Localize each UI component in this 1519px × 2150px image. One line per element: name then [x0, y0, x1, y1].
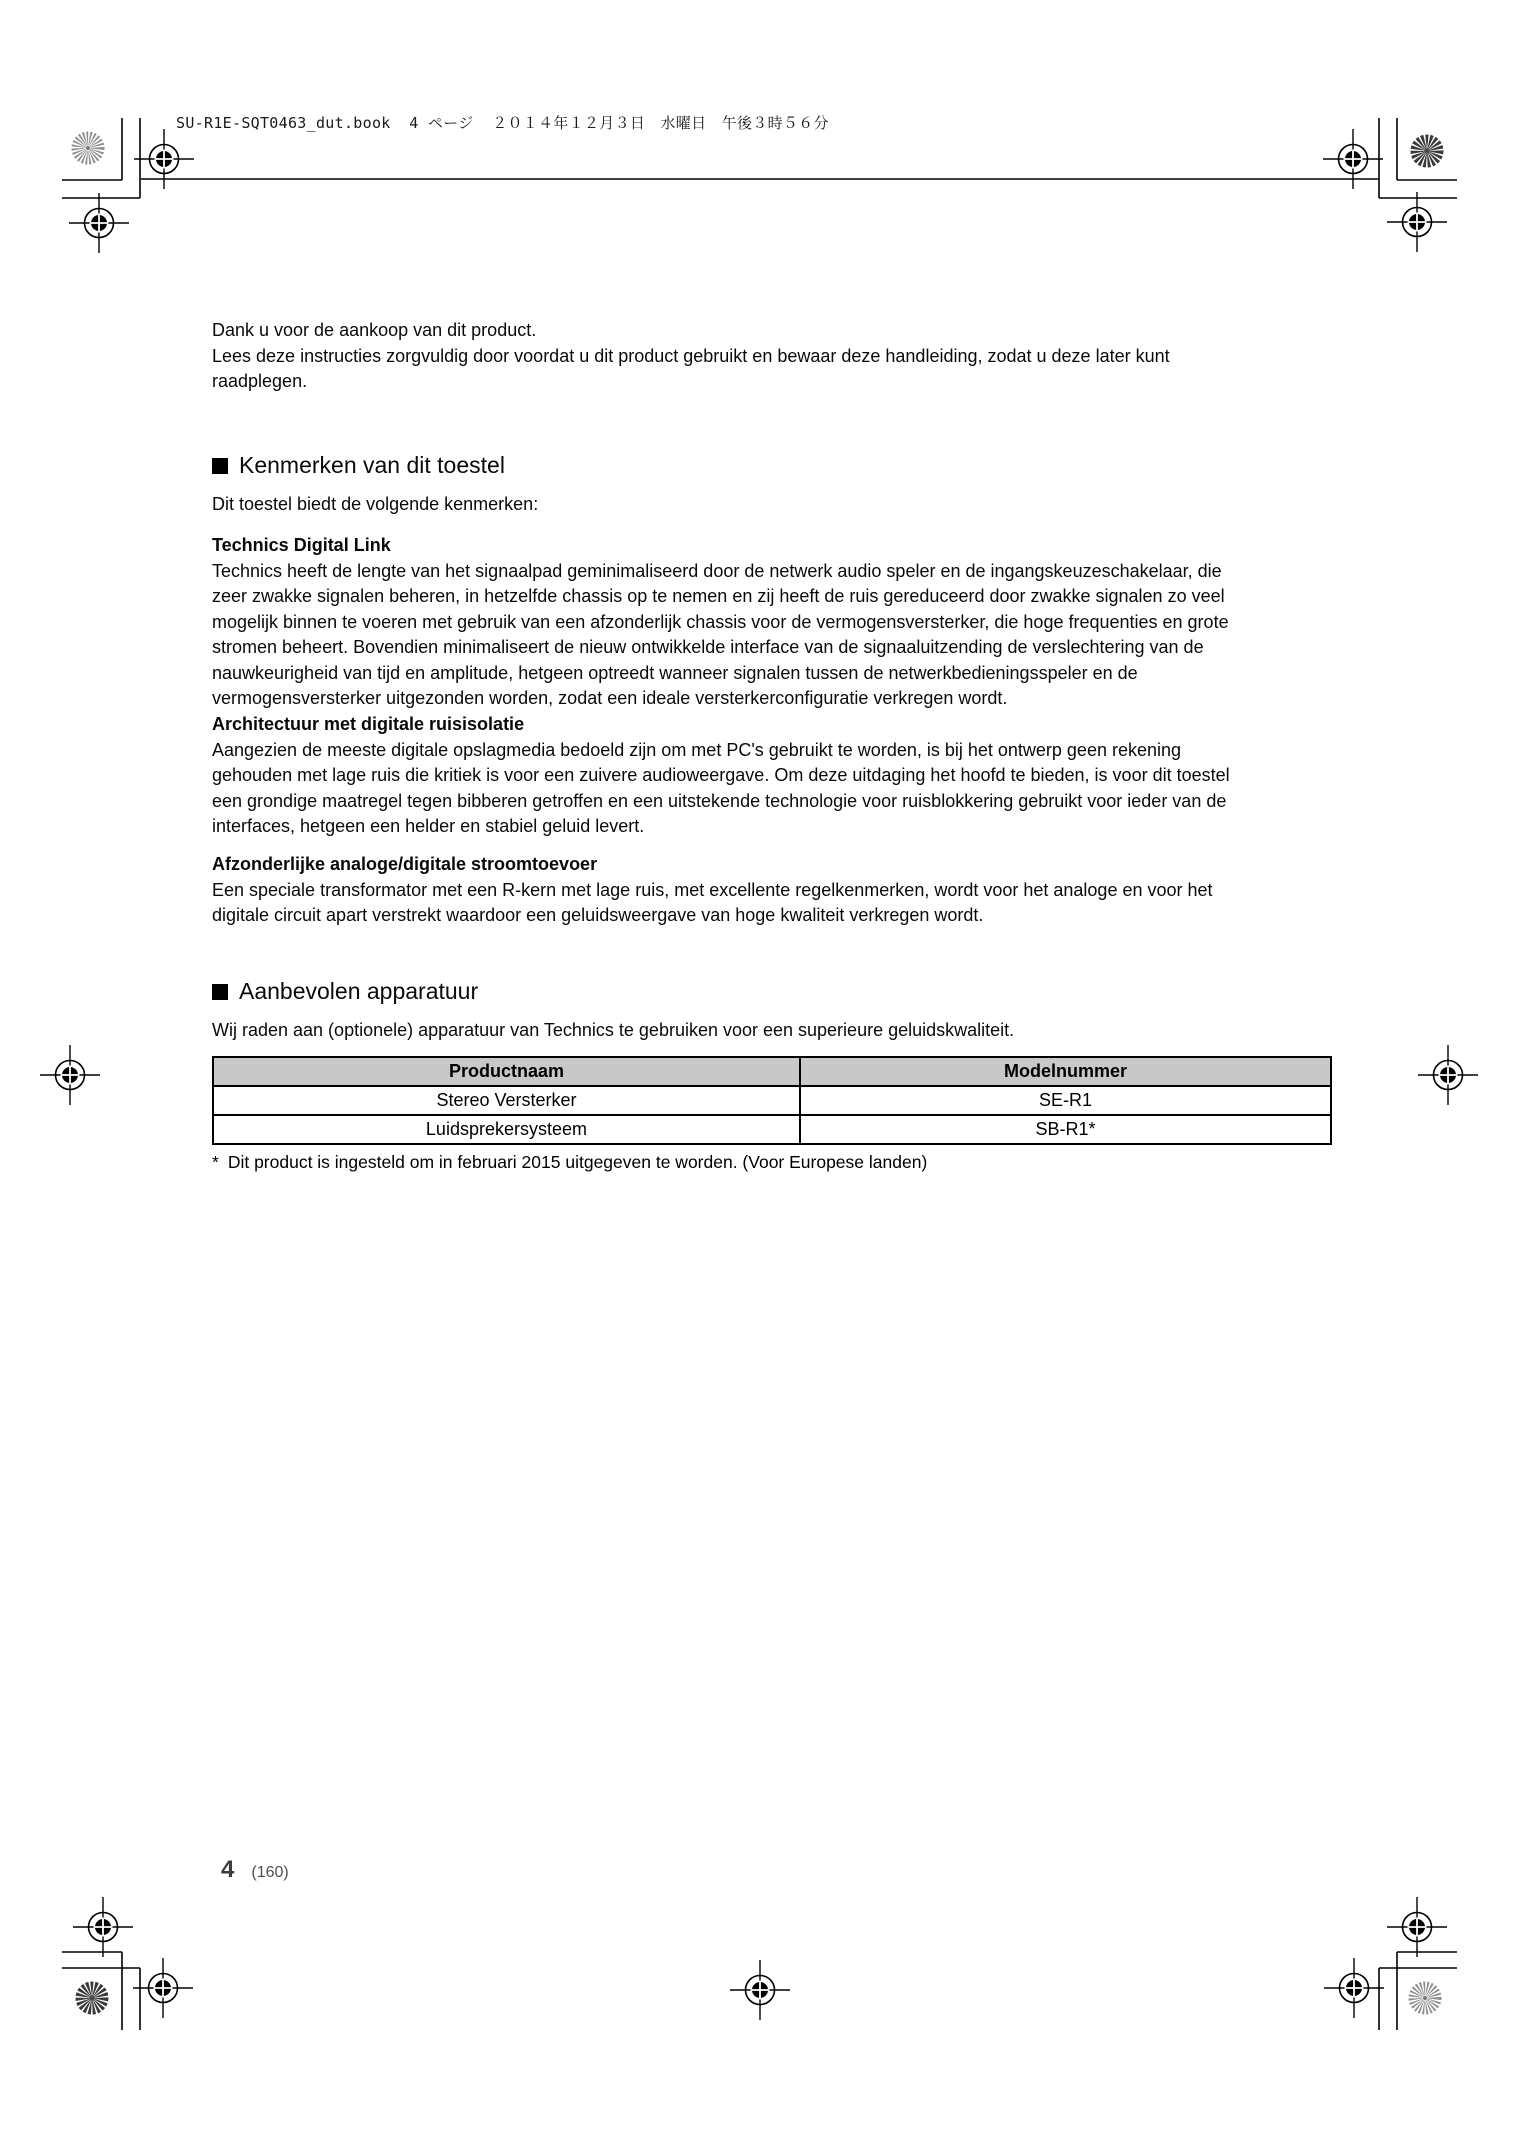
registration-mark-icon	[1323, 129, 1383, 189]
registration-mark-icon	[40, 1045, 100, 1105]
section-title: Kenmerken van dit toestel	[239, 452, 505, 478]
paragraph-line: digitale circuit apart verstrekt waardoor een geluidsweergave van hoge kwaliteit verkregen wordt.	[212, 905, 984, 925]
features-intro	[212, 492, 1332, 518]
intro-paragraph	[212, 318, 1332, 395]
recommended-intro	[212, 1018, 1332, 1044]
recommended-equipment-table	[212, 1056, 1332, 1145]
registration-mark-icon	[134, 129, 194, 189]
registration-mark-icon	[1324, 1958, 1384, 2018]
cell-model-number: SE-R1	[800, 1086, 1331, 1115]
paragraph-line: een grondige maatregel tegen bibberen getroffen en een uitstekende technologie voor ruisblokkering gebruikt voor ieder van de	[212, 790, 1227, 811]
page-total: (160)	[251, 1864, 289, 1881]
page-number: 4	[221, 1856, 235, 1883]
registration-mark-icon	[1387, 192, 1447, 252]
feature-digital-noise-isolation	[212, 712, 1332, 840]
paragraph-line: Wij raden aan (optionele) apparatuur van Technics te gebruiken voor een superieure geluidskwaliteit.	[212, 1020, 1015, 1040]
registration-mark-icon	[1387, 1897, 1447, 1957]
paragraph-line: Technics heeft de lengte van het signaalpad geminimaliseerd door de netwerk audio speler en de ingangskeuzeschakelaar, die	[212, 560, 1222, 581]
registration-mark-icon	[69, 193, 129, 253]
paragraph-line: Lees deze instructies zorgvuldig door voordat u dit product gebruikt en bewaar deze handleiding, zodat u deze later kunt	[212, 345, 1170, 366]
starburst-mark-icon	[1416, 1989, 1435, 2008]
table-row	[213, 1086, 1331, 1115]
column-header-model: Modelnummer	[800, 1057, 1331, 1086]
section-heading-features	[212, 452, 1332, 479]
registration-mark-icon	[73, 1897, 133, 1957]
cell-product-name: Luidsprekersysteem	[213, 1115, 800, 1144]
table-row	[213, 1115, 1331, 1144]
feature-technics-digital-link	[212, 533, 1332, 712]
trim-mark-bottom-right	[1379, 1952, 1457, 2030]
feature-heading: Architectuur met digitale ruisisolatie	[212, 714, 525, 734]
paragraph-line: Een speciale transformator met een R-kern met lage ruis, met excellente regelkenmerken, wordt voor het analoge en voor het	[212, 879, 1213, 900]
registration-mark-icon	[1418, 1045, 1478, 1105]
paragraph-line: interfaces, hetgeen een helder en stabiel geluid levert.	[212, 816, 645, 836]
registration-mark-icon	[133, 1958, 193, 2018]
section-square-icon	[212, 458, 228, 474]
feature-heading: Technics Digital Link	[212, 535, 391, 555]
column-header-product: Productnaam	[213, 1057, 800, 1086]
paragraph-line: zeer zwakke signalen beheren, in hetzelfde chassis op te nemen en zij heeft de ruis gereduceerd door zwakke signalen zo veel	[212, 586, 1225, 606]
table-footnote	[212, 1150, 1332, 1174]
paragraph-line: Dank u voor de aankoop van dit product.	[212, 320, 537, 340]
footnote-marker: *	[212, 1152, 219, 1172]
paragraph-line: stromen beheert. Bovendien minimaliseert de nieuw ontwikkelde interface van de signaaluitzending de verslechtering van de	[212, 637, 1204, 657]
section-title: Aanbevolen apparatuur	[239, 978, 479, 1004]
section-heading-recommended	[212, 978, 1332, 1005]
registration-mark-icon	[730, 1960, 790, 2020]
paragraph-line: vermogensversterker uitgezonden worden, zodat een ideale versterkerconfiguratie verkregen wordt.	[212, 688, 1008, 708]
section-square-icon	[212, 984, 228, 1000]
feature-separate-power-supply	[212, 852, 1332, 929]
paragraph-line: mogelijk binnen te voeren met gebruik van een afzonderlijk chassis voor de vermogensversterker, die hoge frequenties en grote	[212, 611, 1229, 632]
table-header-row	[213, 1057, 1331, 1086]
paragraph-line: Aangezien de meeste digitale opslagmedia bedoeld zijn om met PC's gebruikt te worden, is bij het ontwerp geen rekening	[212, 739, 1182, 760]
starburst-mark-icon	[83, 1989, 102, 2008]
starburst-mark-icon	[79, 139, 98, 158]
cell-product-name: Stereo Versterker	[213, 1086, 800, 1115]
cell-model-number: SB-R1*	[800, 1115, 1331, 1144]
print-job-header: SU-R1E-SQT0463_dut.book 4 ページ ２０１４年１２月３日 水曜日 午後３時５６分	[176, 114, 829, 132]
paragraph-line: Dit toestel biedt de volgende kenmerken:	[212, 494, 539, 514]
footnote-text: Dit product is ingesteld om in februari 2015 uitgegeven te worden. (Voor Europese landen)	[227, 1152, 928, 1172]
page-footer	[221, 1856, 289, 1884]
feature-heading: Afzonderlijke analoge/digitale stroomtoevoer	[212, 854, 598, 874]
paragraph-line: gehouden met lage ruis die kritiek is voor een zuivere audioweergave. Om deze uitdaging het hoofd te bieden, is voor dit toestel	[212, 765, 1230, 785]
starburst-mark-icon	[1418, 142, 1437, 161]
paragraph-line: nauwkeurigheid van tijd en amplitude, hetgeen optreedt wanneer signalen tussen de netwerkbedieningsspeler en de	[212, 662, 1138, 683]
paragraph-line: raadplegen.	[212, 371, 308, 391]
